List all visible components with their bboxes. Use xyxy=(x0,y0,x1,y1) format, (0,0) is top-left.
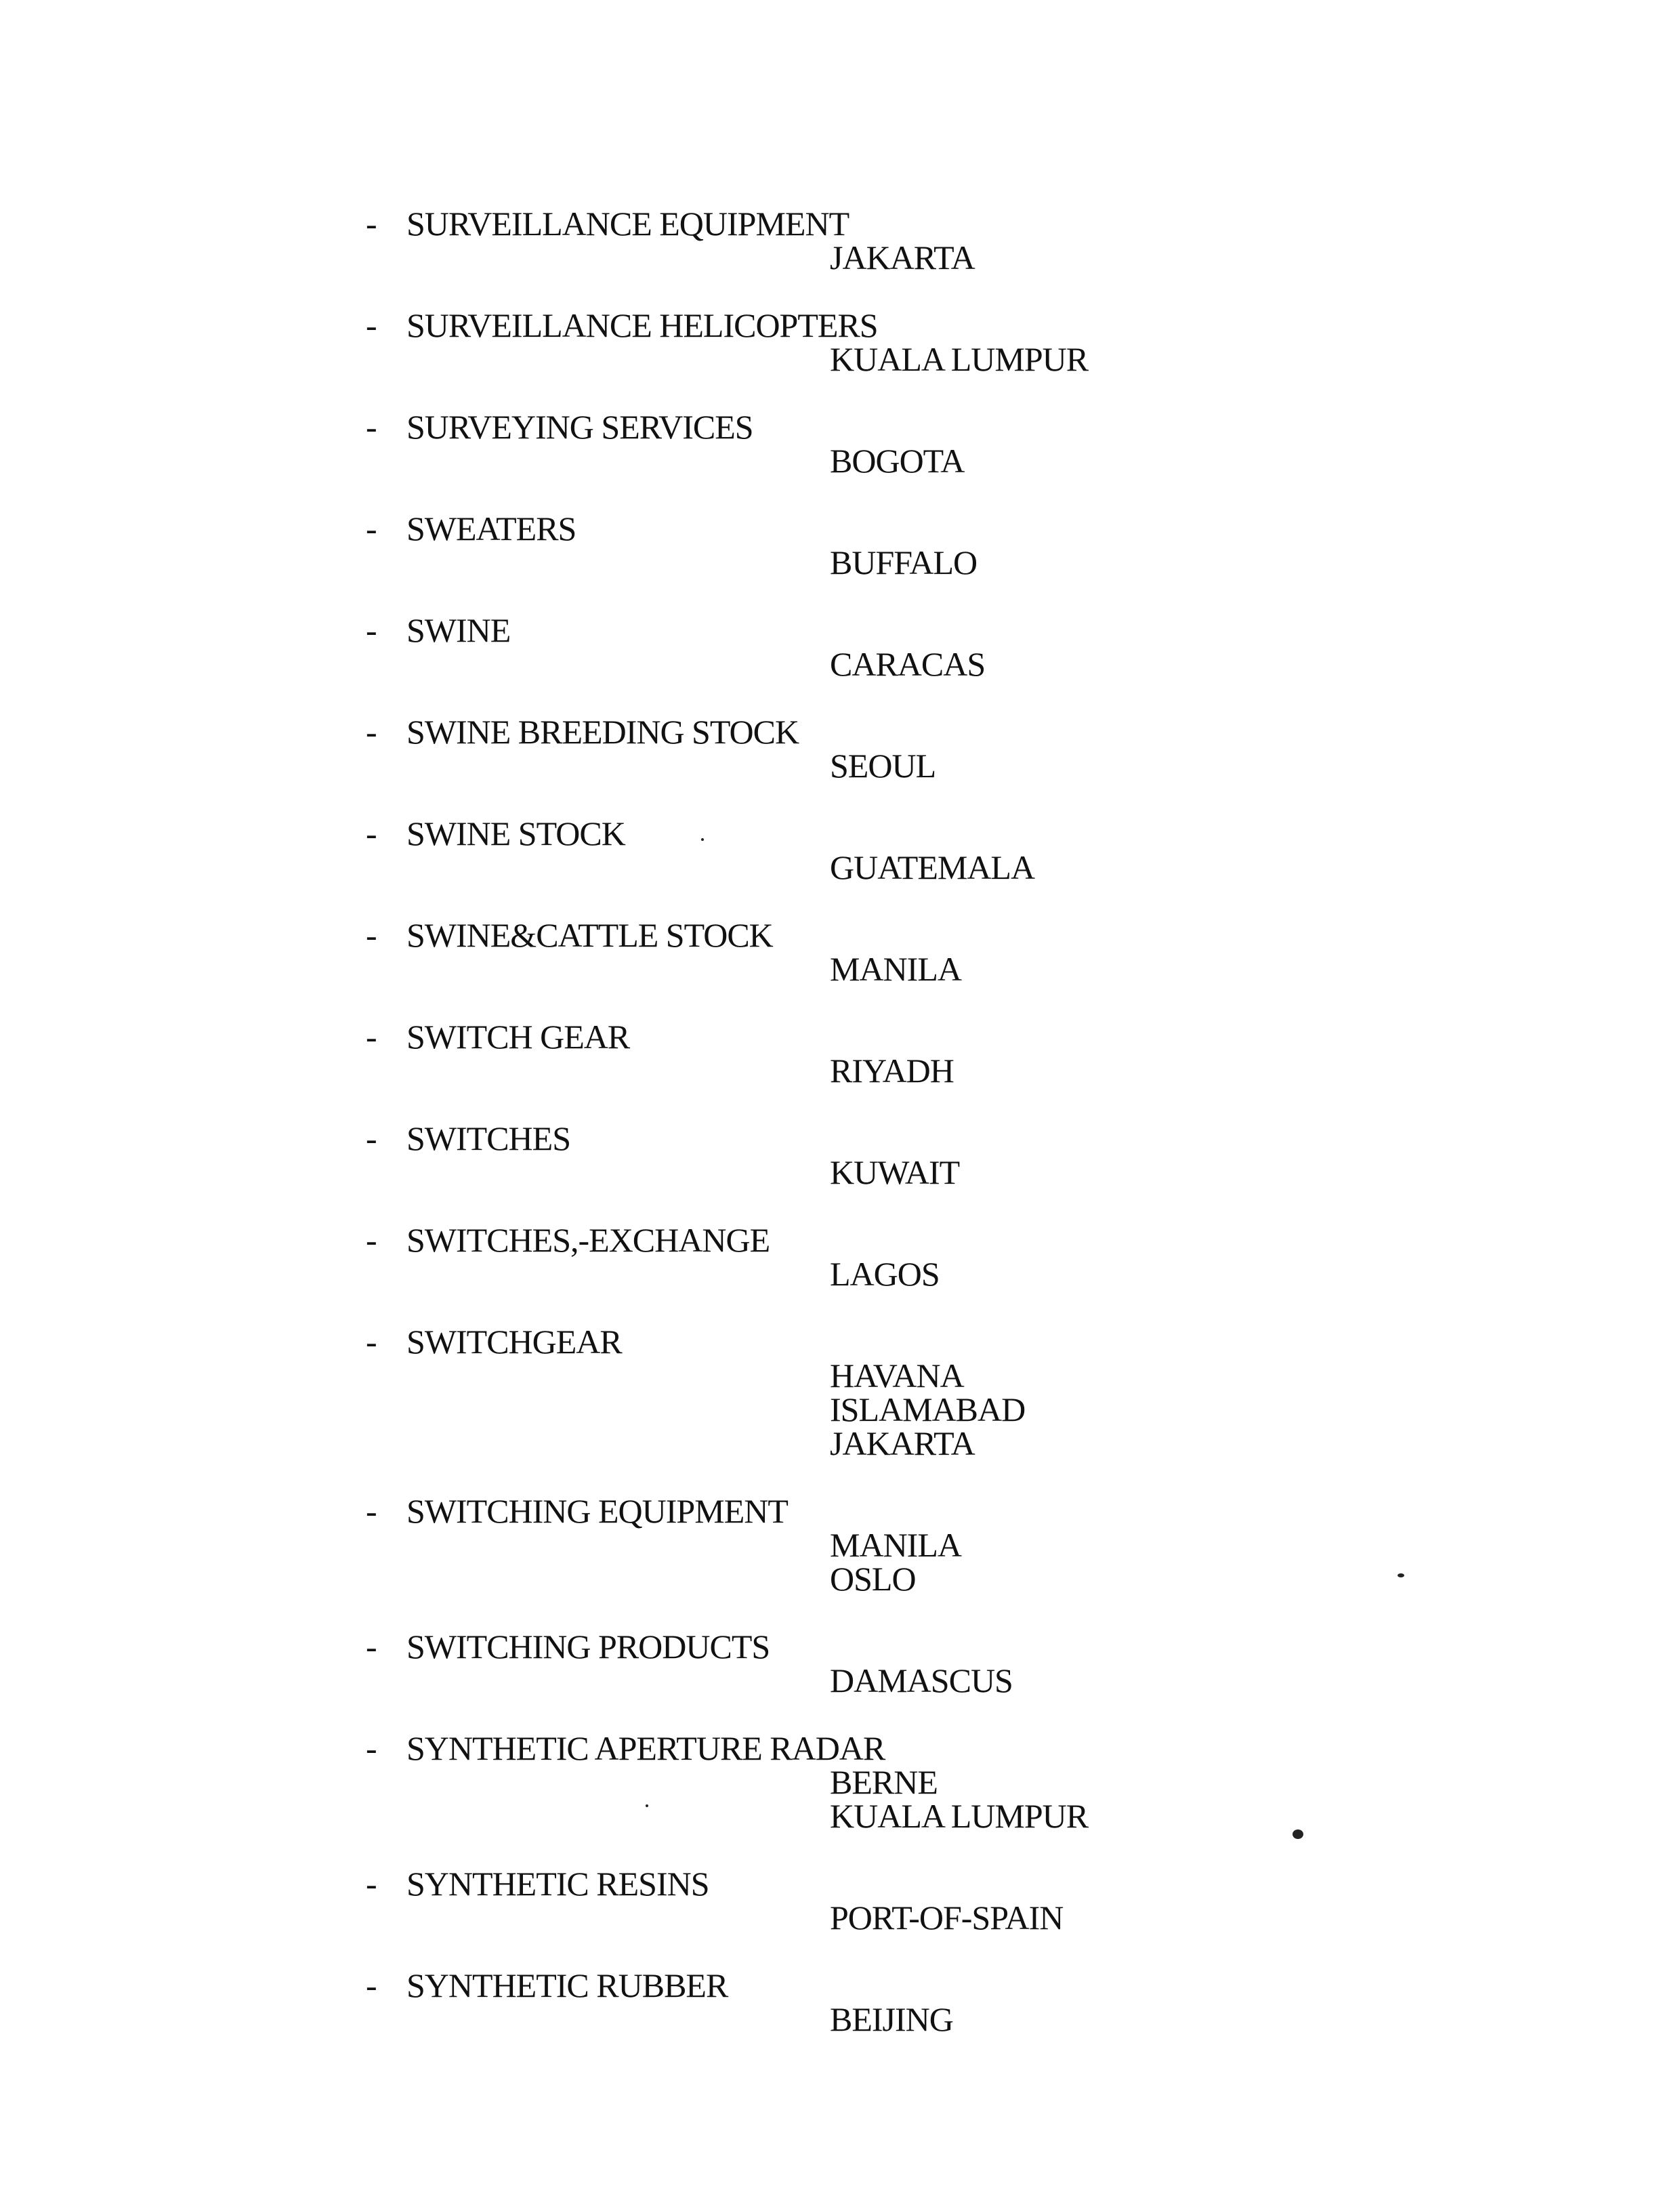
bullet-dash: - xyxy=(366,1729,377,1767)
bullet-dash: - xyxy=(366,1966,377,2004)
scan-speck xyxy=(1293,1829,1303,1839)
commodity-term: SWITCHING PRODUCTS xyxy=(406,1628,770,1666)
city-name: LAGOS xyxy=(830,1255,940,1293)
city-list xyxy=(830,1155,959,1189)
city-list xyxy=(830,241,975,274)
bullet-dash: - xyxy=(366,1865,377,1903)
bullet-dash: - xyxy=(366,408,377,446)
bullet-dash: - xyxy=(366,1492,377,1530)
city-name: JAKARTA xyxy=(830,239,975,276)
scan-speck xyxy=(1398,1573,1404,1577)
city-list xyxy=(830,1054,954,1088)
scan-speck xyxy=(701,838,704,841)
commodity-term: SURVEYING SERVICES xyxy=(406,408,753,446)
commodity-term: SWITCHING EQUIPMENT xyxy=(406,1492,788,1530)
commodity-term: SURVEILLANCE HELICOPTERS xyxy=(406,306,878,344)
city-name: MANILA xyxy=(830,950,961,988)
bullet-dash: - xyxy=(366,611,377,649)
city-name: BUFFALO xyxy=(830,543,978,581)
city-list xyxy=(830,850,1034,884)
city-list xyxy=(830,952,961,986)
city-name: KUALA LUMPUR xyxy=(830,340,1089,378)
commodity-term: SWITCHES xyxy=(406,1119,570,1157)
city-name: SEOUL xyxy=(830,747,936,785)
city-name: KUALA LUMPUR xyxy=(830,1797,1089,1835)
city-name: BERNE xyxy=(830,1763,938,1801)
commodity-term: SWINE xyxy=(406,611,511,649)
city-name: DAMASCUS xyxy=(830,1661,1013,1699)
city-list xyxy=(830,444,964,478)
city-list xyxy=(830,1901,1063,1935)
bullet-dash: - xyxy=(366,306,377,344)
bullet-dash: - xyxy=(366,916,377,954)
bullet-dash: - xyxy=(366,814,377,852)
city-name: BEIJING xyxy=(830,2000,953,2038)
city-name: CARACAS xyxy=(830,645,986,683)
city-name: HAVANA xyxy=(830,1357,964,1394)
commodity-term: SWEATERS xyxy=(406,510,576,547)
commodity-term: SWINE STOCK xyxy=(406,814,625,852)
city-list xyxy=(830,1359,1025,1460)
city-list xyxy=(830,2002,953,2036)
city-list xyxy=(830,1528,961,1596)
commodity-term: SURVEILLANCE EQUIPMENT xyxy=(406,205,849,243)
bullet-dash: - xyxy=(366,1628,377,1666)
bullet-dash: - xyxy=(366,1221,377,1259)
bullet-dash: - xyxy=(366,713,377,751)
commodity-term: SYNTHETIC APERTURE RADAR xyxy=(406,1729,885,1767)
city-name: PORT-OF-SPAIN xyxy=(830,1899,1064,1937)
bullet-dash: - xyxy=(366,510,377,547)
city-list xyxy=(830,1663,1013,1697)
commodity-term: SWINE&CATTLE STOCK xyxy=(406,916,773,954)
commodity-term: SWINE BREEDING STOCK xyxy=(406,713,799,751)
city-list xyxy=(830,545,977,579)
bullet-dash: - xyxy=(366,1119,377,1157)
city-list xyxy=(830,647,985,681)
bullet-dash: - xyxy=(366,205,377,243)
commodity-term: SWITCH GEAR xyxy=(406,1018,630,1056)
city-name: KUWAIT xyxy=(830,1153,960,1191)
city-list xyxy=(830,1257,940,1291)
commodity-term: SWITCHES,-EXCHANGE xyxy=(406,1221,770,1259)
city-name: JAKARTA xyxy=(830,1424,975,1462)
bullet-dash: - xyxy=(366,1018,377,1056)
commodity-term: SWITCHGEAR xyxy=(406,1323,622,1361)
city-list xyxy=(830,749,936,783)
city-name: GUATEMALA xyxy=(830,848,1035,886)
city-name: OSLO xyxy=(830,1560,916,1598)
city-name: MANILA xyxy=(830,1526,961,1564)
commodity-term: SYNTHETIC RUBBER xyxy=(406,1966,728,2004)
city-list xyxy=(830,1765,1088,1833)
city-list xyxy=(830,342,1088,376)
city-name: RIYADH xyxy=(830,1052,954,1090)
bullet-dash: - xyxy=(366,1323,377,1361)
city-name: BOGOTA xyxy=(830,442,965,480)
commodity-term: SYNTHETIC RESINS xyxy=(406,1865,709,1903)
scan-speck xyxy=(646,1804,648,1807)
city-name: ISLAMABAD xyxy=(830,1390,1026,1428)
